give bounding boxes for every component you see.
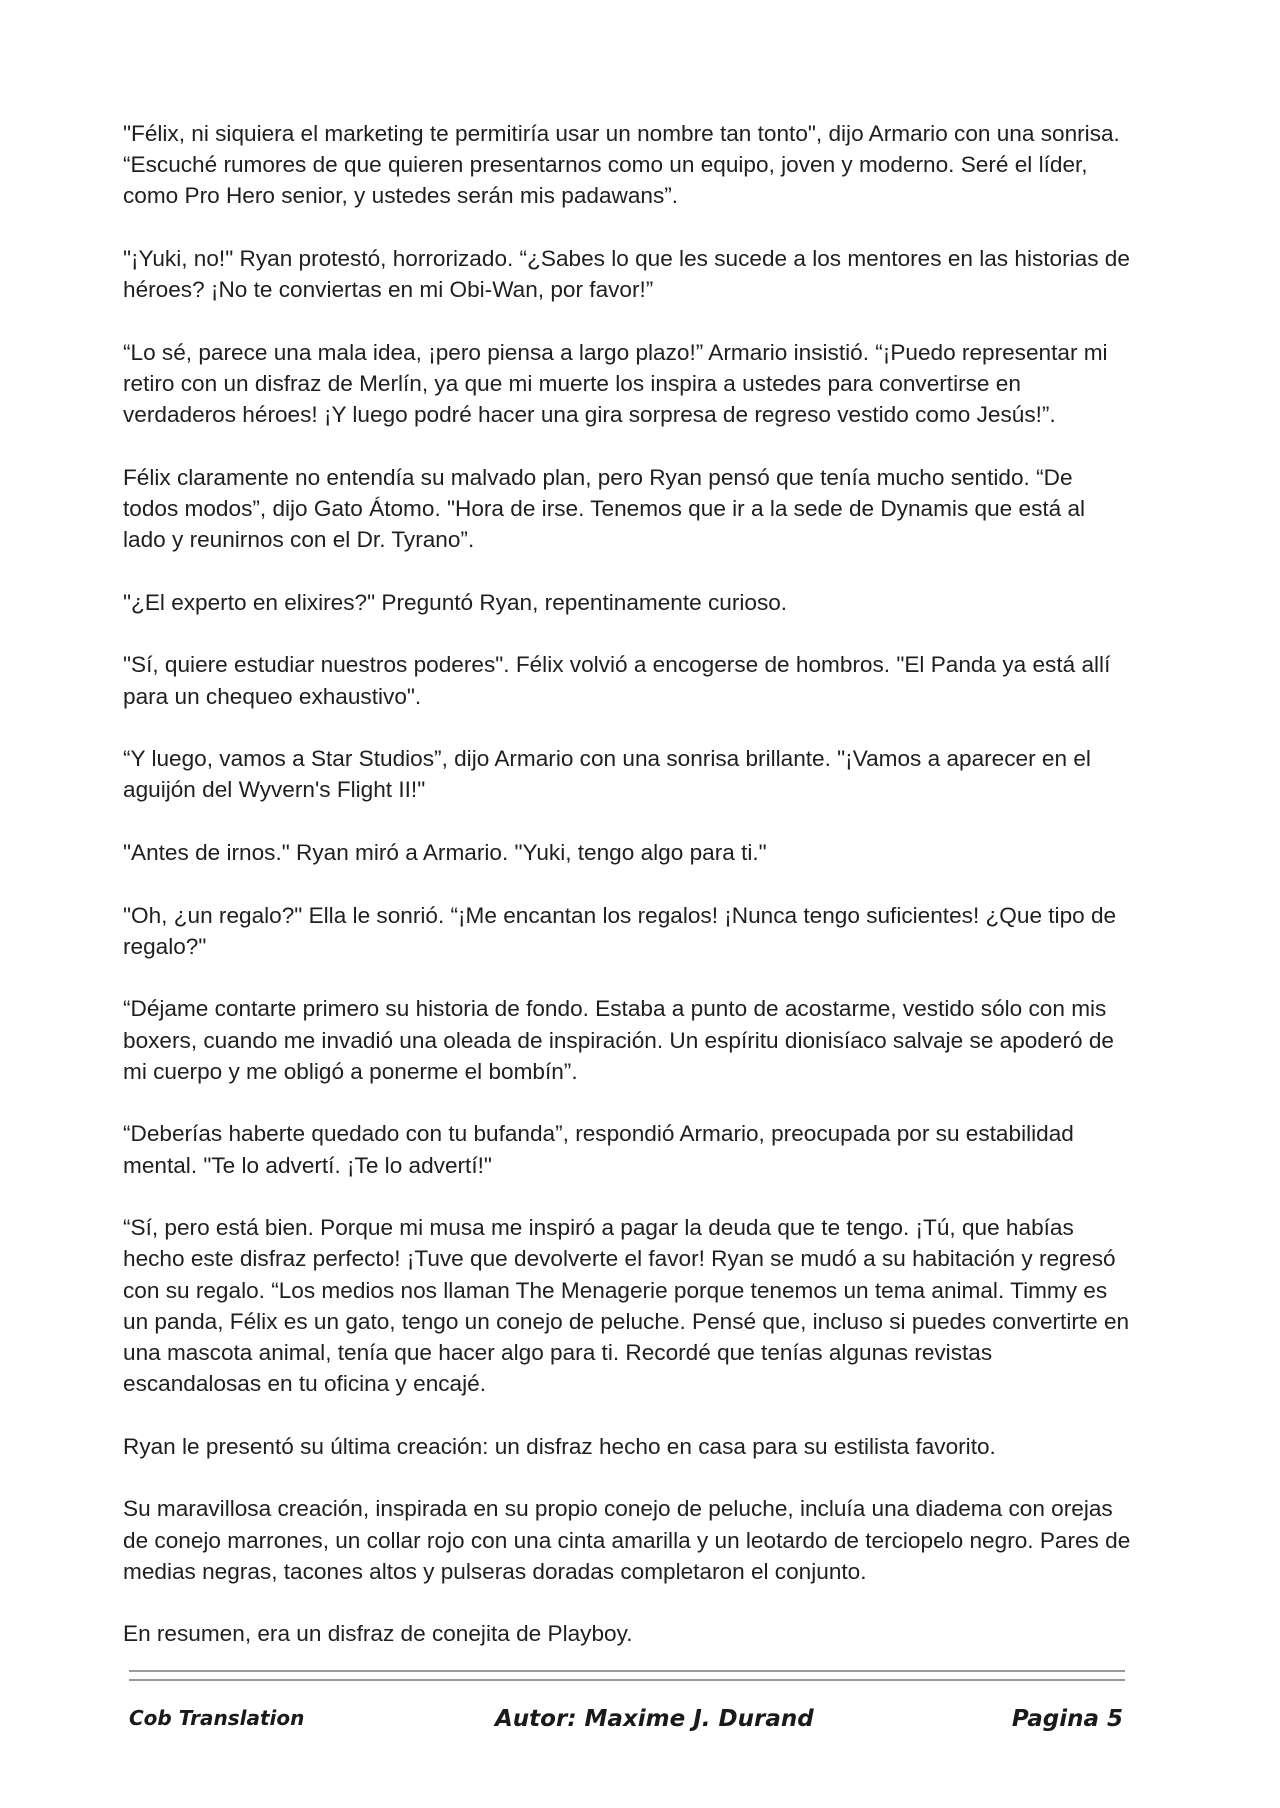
- body-text: [123, 118, 1133, 1681]
- footer-divider-top: [129, 1670, 1125, 1672]
- footer-translator: Cob Translation: [129, 1706, 305, 1730]
- paragraph: “Déjame contarte primero su historia de fondo. Estaba a punto de acostarme, vestido sólo con mis boxers, cuando me invadió una oleada de inspiración. Un espíritu dionisíaco salvaje se apoderó de mi cuerpo y me obligó a ponerme el bombín”.: [123, 996, 1114, 1084]
- paragraph: “Sí, pero está bien. Porque mi musa me inspiró a pagar la deuda que te tengo. ¡Tú, que habías hecho este disfraz perfecto! ¡Tuve que devolverte el favor! Ryan se mudó a su habitación y regresó con su regalo. “Los medios nos llaman The Menagerie porque tenemos un tema animal. Timmy es un panda, Félix es un gato, tengo un conejo de peluche. Pensé que, incluso si puedes convertirte en una mascota animal, tenía que hacer algo para ti. Recordé que tenías algunas revistas escandalosas en tu oficina y encajé.: [123, 1215, 1130, 1397]
- paragraph: Félix claramente no entendía su malvado plan, pero Ryan pensó que tenía mucho sentido. “De todos modos”, dijo Gato Átomo. "Hora de irse. Tenemos que ir a la sede de Dynamis que está al lado y reunirnos con el Dr. Tyrano”.: [123, 464, 1086, 553]
- page-footer: [0, 1706, 1280, 1746]
- paragraph: “Deberías haberte quedado con tu bufanda”, respondió Armario, preocupada por su estabilidad mental. "Te lo advertí. ¡Te lo advertí!": [123, 1121, 1074, 1178]
- paragraph: En resumen, era un disfraz de conejita de Playboy.: [123, 1621, 633, 1647]
- paragraph: "Antes de irnos." Ryan miró a Armario. "Yuki, tengo algo para ti.": [123, 839, 767, 865]
- paragraph: "¿El experto en elixires?" Preguntó Ryan, repentinamente curioso.: [123, 589, 788, 615]
- paragraph: "Sí, quiere estudiar nuestros poderes". Félix volvió a encogerse de hombros. "El Panda ya está allí para un chequeo exhaustivo".: [123, 652, 1111, 709]
- paragraph: “Lo sé, parece una mala idea, ¡pero piensa a largo plazo!” Armario insistió. “¡Puedo representar mi retiro con un disfraz de Merlín, ya que mi muerte los inspira a ustedes para convertirse en verdaderos héroes! ¡Y luego podré hacer una gira sorpresa de regreso vestido como Jesús!”.: [123, 339, 1108, 428]
- footer-divider-bottom: [129, 1679, 1125, 1681]
- paragraph: Su maravillosa creación, inspirada en su propio conejo de peluche, incluía una diadema con orejas de conejo marrones, un collar rojo con una cinta amarilla y un leotardo de terciopelo negro. Pares de medias negras, tacones altos y pulseras doradas completaron el conjunto.: [123, 1496, 1131, 1584]
- paragraph: "Oh, ¿un regalo?" Ella le sonrió. “¡Me encantan los regalos! ¡Nunca tengo suficientes! ¿Que tipo de regalo?": [123, 902, 1117, 959]
- footer-author: Autor: Maxime J. Durand: [495, 1706, 814, 1732]
- paragraph: "¡Yuki, no!" Ryan protestó, horrorizado. “¿Sabes lo que les sucede a los mentores en las historias de héroes? ¡No te conviertas en mi Obi-Wan, por favor!”: [123, 246, 1130, 303]
- paragraph: “Y luego, vamos a Star Studios”, dijo Armario con una sonrisa brillante. "¡Vamos a aparecer en el aguijón del Wyvern's Flight II!": [123, 746, 1091, 803]
- paragraph: "Félix, ni siquiera el marketing te permitiría usar un nombre tan tonto", dijo Armario con una sonrisa. “Escuché rumores de que quieren presentarnos como un equipo, joven y moderno. Seré el líder, como Pro Hero senior, y ustedes serán mis padawans”.: [123, 121, 1120, 209]
- footer-page-number: Pagina 5: [1011, 1706, 1123, 1732]
- paragraph: Ryan le presentó su última creación: un disfraz hecho en casa para su estilista favorito.: [123, 1433, 996, 1459]
